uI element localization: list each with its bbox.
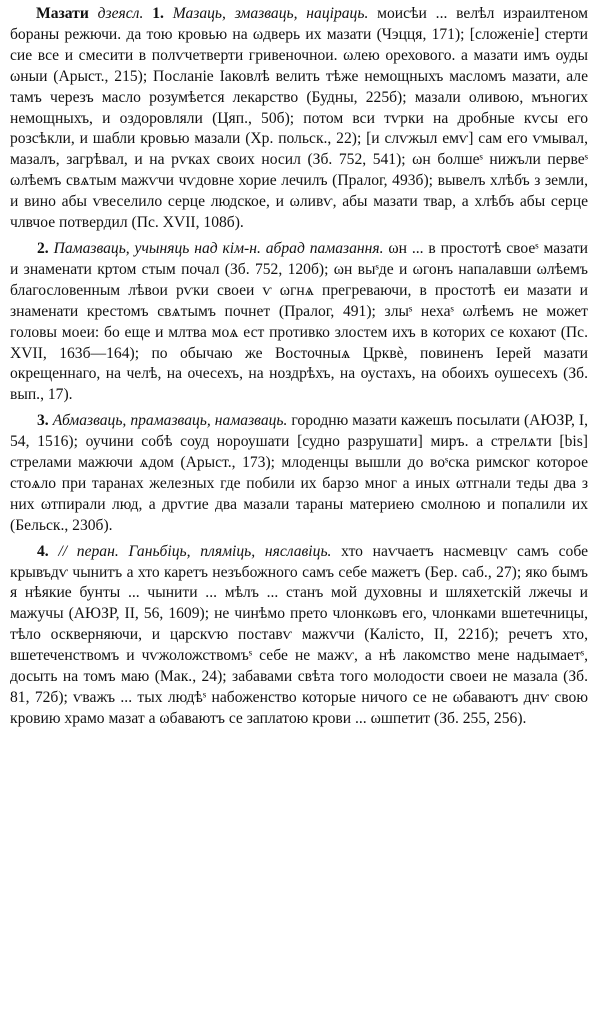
- sense-citations: моисѣи ... велѣл израилтеном бораны режючи. да тою кровью на ωдверь их мазати (Чэцця, 171); [сложеніе] стерти сие все и смесити в полѵчетверти гривеночнои. ωлею орехового. а мазати имъ оуды ωныи (Арыст., 215); Посланіе Іаковлѣ велить тѣже немощныхъ масломъ мазати, але тамъ черезъ масло розумѣется лекарство (Будны, 225б); мазали оливою, мъногих немощныхъ, и оздоровляли (Цяп., 50б); потом вси тѵрки на дробные кѵсы его розсѣкли, и шабли кровью мазали (Хр. польск., 22); [и слѵжыл емѵ] сам его ѵмывал, мазалъ, загрѣвал, и на рѵках своих носил (Зб. 752, 541); ωн болшеˢ нижъли первеˢ ωлѣемъ свѧтым мажѵчи чѵдовне хорие лечилъ (Пралог, 493б); вывелъ хлѣбъ з земли, и вино абы ѵвеселило серце людское, и ωливѵ, абы мазати твар, а хлѣбъ абы серце члвчое потвердил (Пс. XVII, 108б).: [10, 5, 588, 232]
- dictionary-entry: [10, 4, 588, 730]
- sense-gloss: Абмазваць, прамазваць, намазваць.: [52, 412, 288, 430]
- sense-citations: городню мазати кажешъ посылати (АЮЗР, I, 54, 1516); оучини собѣ соуд нороушати [судно разрушати] миръ. а стрелѧти [bis] стрелами мажючи ѧдом (Арыст., 173); млоденцы вышли до воˢска римског которое стоѧло при таранах железных где побили их барзо мног а иных ωтгнали теды два з них ωтпирали люд, а дрѵгие два мазали тараны материею смолною и попалили их (Бельск., 230б).: [10, 412, 588, 534]
- sense-gloss: // перан. Ганьбіць, пляміць, няславіць.: [58, 542, 332, 560]
- sense-citations: ωн ... в простотѣ своеˢ мазати и знаменати кртом стым почал (Зб. 752, 120б); ωн выˢде и ωгонъ напалавши ωлѣемъ благословенным лѣвои рѵки своеи ѵ ωгнѧ прегреваючи, в простотѣ еи мазати и знаменати крестомъ свѧтымъ почнет (Пралог, 491); злыˢ нехаˢ ωлѣемъ не может головы моеи: бо еще и млтва моѧ ест противко злостем ихъ в которих се кохают (Пс. XVII, 163б—164); по обычаю же Восточныѧ Црквѐ, повиненъ Іерей мазати окрещеннаго, на челѣ, на очесехъ, на ноздрѣхъ, на оустахъ, на обоихъ оушесехъ (Зб. вып., 17).: [10, 239, 588, 404]
- sense-4: [10, 542, 588, 730]
- sense-2: [10, 239, 588, 406]
- headword: Мазати: [36, 5, 89, 22]
- sense-number: 2.: [37, 239, 49, 257]
- grammar-label: дзеясл.: [88, 5, 144, 22]
- sense-number: 1.: [152, 5, 164, 22]
- sense-number: 4.: [37, 542, 49, 560]
- sense-number: 3.: [37, 412, 49, 430]
- sense-citations: хто наѵчаетъ насмевцѵ самъ собе крывъдѵ чынитъ а хто каретъ незъбожного самъ себе мажетъ (Бер. саб., 27); яко бымъ я нѣякие бунты ... чынити ... мѣлъ ... станъ мой духовны и шляхетскій лжечы и мажучы (АЮЗР, II, 56, 1609); не чинѣмо прето члонкωвъ его, члонками вшетечницы, тѣло оскверняючи, и царскѵю поставѵ мажѵчи (Калісто, II, 221б); речетъ хто, вшетеченствомъ и чѵжоложствомъˢ себе не мажѵ, а нѣ лакомство мене надымаетˢ, досыть на томъ маю (Мак., 24); забавами свѣта того молодости своеи не мазала (Зб. 81, 72б); ѵважъ ... тых людѣˢ набоженство которые ничого се не ωбаваютъ днѵ свою кровию храмо мазат а ωбаваютъ се заплатою крови ... ωшпетит (Зб. 255, 256).: [10, 542, 589, 727]
- sense-3: [10, 411, 588, 536]
- sense-gloss: Памазваць, учыняць над кім-н. абрад памазання.: [53, 239, 384, 257]
- sense-gloss: Мазаць, змазваць, націраць.: [172, 5, 369, 22]
- sense-1: [10, 4, 588, 234]
